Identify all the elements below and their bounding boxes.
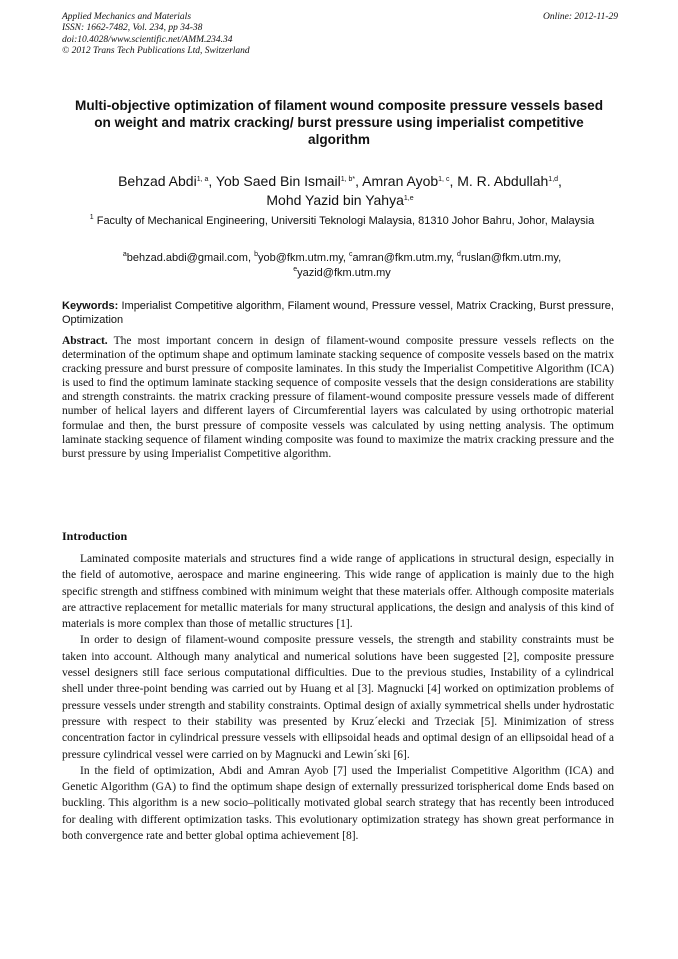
- abstract-text: The most important concern in design of filament-wound composite pressure vessels reflects on the determination of the optimum shape and optimum laminate stacking sequence of composite vessels based on the matrix cracking pressure and burst pressure of composite laminates. In this study the Imperialist Competitive Algorithm (ICA) is used to find the optimum laminate stacking sequence of composite vessels that the design considerations are stability and strength constraints. the matrix cracking pressure of filament-wound composite pressure vessels made of different number of helical layers and different layers of Circumferential layers was calculated by using orthotropic material formulae and then, the burst pressure of composite vessels was calculated by using netting analysis. The optimum laminate stacking sequence of filament winding composite was found to maximize the matrix cracking pressure and the burst pressure by using Imperialist Competitive algorithm.: [62, 335, 614, 460]
- affiliation-sup: 1: [89, 214, 94, 221]
- issn-line: ISSN: 1662-7482, Vol. 234, pp 34-38: [62, 23, 203, 34]
- author: Amran Ayob$^{1, c}$,: [362, 173, 458, 189]
- email-item: $^e$yazid@fkm.utm.my: [293, 265, 391, 279]
- email-item: $^d$ruslan@fkm.utm.my,: [457, 251, 562, 264]
- paper-title: Multi-objective optimization of filament wound composite pressure vessels based on weight and matrix cracking/ burst pressure using imperialist competitive algorithm: [75, 98, 603, 147]
- journal-header: [62, 12, 618, 57]
- author: Yob Saed Bin Ismail$^{1, b*}$,: [215, 173, 363, 189]
- author-list: [62, 172, 618, 210]
- email-address: ruslan@fkm.utm.my: [460, 252, 559, 264]
- affiliation-text: Faculty of Mechanical Engineering, Universiti Teknologi Malaysia, 81310 Johor Bahru, Johor, Malaysia: [96, 215, 595, 227]
- author-name: Mohd Yazid bin Yahya: [266, 192, 404, 208]
- email-address: behzad.abdi@gmail.com: [126, 252, 248, 264]
- email-item: $^c$amran@fkm.utm.my,: [349, 251, 458, 264]
- author-name: M. R. Abdullah: [457, 173, 549, 189]
- copyright-line: © 2012 Trans Tech Publications Ltd, Switzerland: [62, 45, 250, 56]
- doi-line: doi:10.4028/www.scientific.net/AMM.234.34: [62, 34, 233, 45]
- author: Behzad Abdi$^{1, a}$,: [118, 173, 216, 189]
- author-name: Behzad Abdi: [118, 173, 197, 189]
- author-sup: 1, b*: [340, 176, 356, 183]
- keywords-text: Imperialist Competitive algorithm, Filament wound, Pressure vessel, Matrix Cracking, Burst pressure, Optimization: [62, 300, 614, 326]
- online-date: Online: 2012-11-29: [542, 12, 618, 22]
- abstract: [62, 334, 614, 461]
- email-address: yob@fkm.utm.my: [258, 252, 343, 264]
- author-sup: 1,e: [403, 195, 414, 202]
- author-name: Amran Ayob: [362, 173, 439, 189]
- introduction-body: [62, 551, 614, 844]
- paragraph: In order to design of filament-wound composite pressure vessels, the strength and stability constraints must be taken into account. Although many analytical and numerical solutions have been suggested [2], composite pressure vessel designers still face serious computational difficulties. Due to the previous studies, Instability of a cylindrical shell under three-point bending was carried out by Huang et al [3]. Magnucki [4] worked on optimization problems of pressure vessels under strength and stability constraints. Optimal design of axially symmetrical shells under hydrostatic pressure with respect to their stability was presented by Kruz´elecki and Trzeciak [5]. Minimization of stress concentration factor in cylindrical pressure vessels with ellipsoidal heads and optimal design of an ellipsoidal head of a pressure cylindrical vessel were carried on by Magnucki and Lewin´ski [6].: [62, 634, 614, 761]
- affiliation: [72, 214, 612, 229]
- email-list: [72, 251, 612, 280]
- keywords: [62, 299, 614, 327]
- email-item: $^b$yob@fkm.utm.my,: [254, 251, 350, 264]
- email-item: $^a$behzad.abdi@gmail.com,: [122, 251, 255, 264]
- paragraph: Laminated composite materials and structures find a wide range of applications in structural design, especially in the field of automotive, aerospace and marine engineering. This wide range of application is mainly due to the high specific strength and stiffness combined with minimum weight that these materials offer. Although composite materials are attractive replacement for metallic materials for many structural applications, the design and analysis of this kind of materials is more complex than those of metallic structures [1].: [62, 553, 614, 631]
- author-sup: 1, c: [438, 176, 450, 183]
- author-sup: 1,d: [548, 176, 559, 183]
- journal-name: Applied Mechanics and Materials: [62, 12, 192, 22]
- author-name: Yob Saed Bin Ismail: [215, 173, 341, 189]
- author-sup: 1, a: [196, 176, 209, 183]
- section-heading-introduction: Introduction: [62, 529, 128, 543]
- email-address: yazid@fkm.utm.my: [297, 266, 391, 279]
- author: [266, 192, 413, 208]
- author: M. R. Abdullah$^{1,d}$,: [457, 173, 562, 189]
- paragraph: In the field of optimization, Abdi and Amran Ayob [7] used the Imperialist Competitive Algorithm (ICA) and Genetic Algorithm (GA) to find the optimum shape design of externally pressurized torispherical dome Ends based on buckling. This algorithm is a new socio–politically motivated global search strategy that has recently been introduced for dealing with different optimization tasks. This evolutionary optimization strategy has shown great performance in both convergence rate and better global optima achievement [8].: [62, 764, 614, 843]
- abstract-label: Abstract.: [62, 335, 108, 347]
- keywords-label: Keywords:: [62, 300, 119, 312]
- email-address: amran@fkm.utm.my: [352, 252, 451, 264]
